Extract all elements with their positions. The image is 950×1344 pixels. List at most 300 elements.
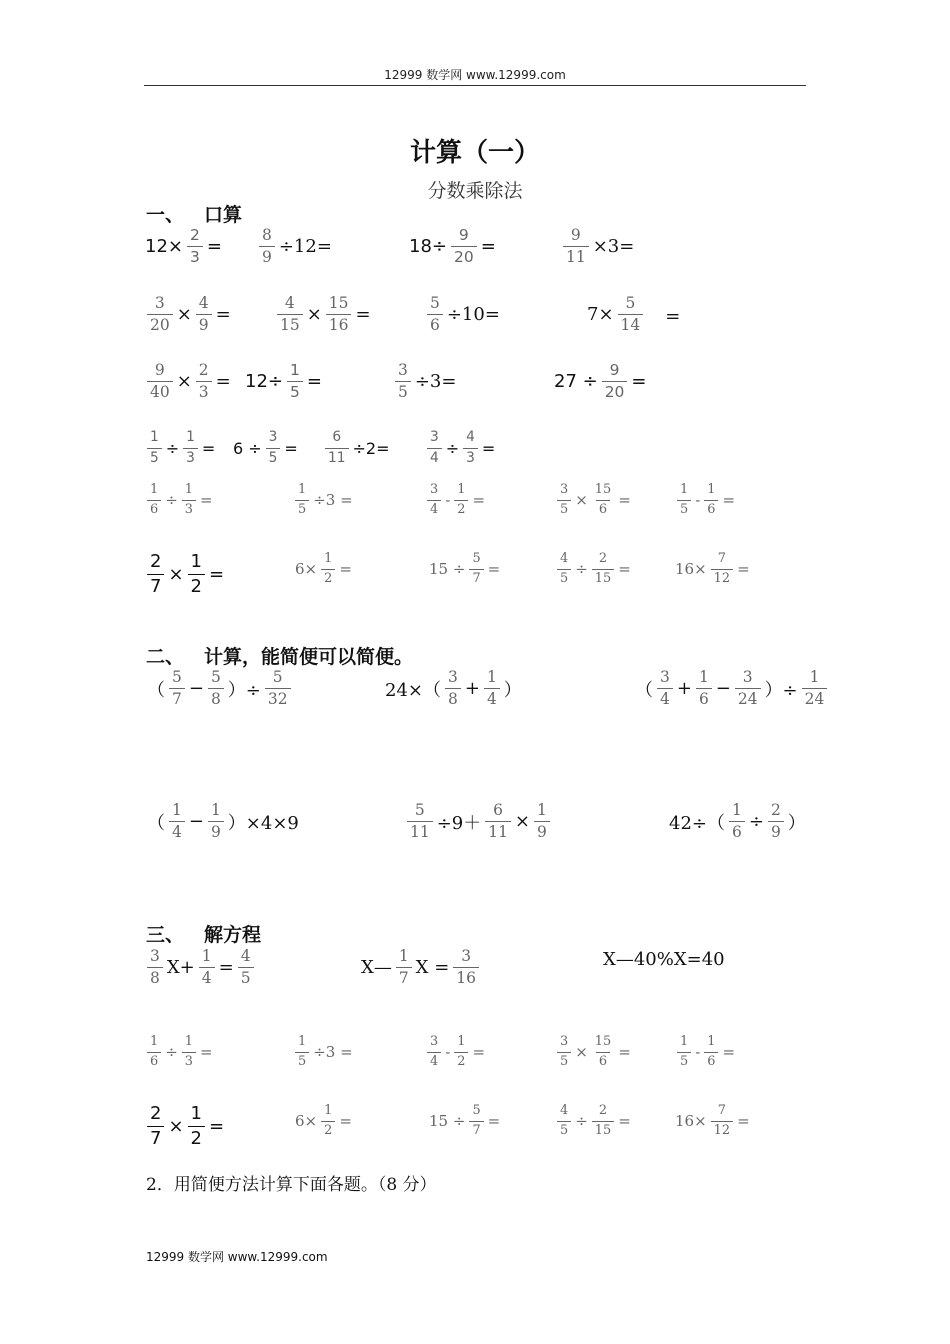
expr-text: = — [199, 491, 213, 510]
expr-text: = — [618, 491, 631, 510]
numerator: 1 — [298, 1034, 307, 1049]
expr-text: + — [676, 678, 692, 700]
fraction — [768, 803, 784, 841]
fraction — [169, 803, 185, 841]
expr — [554, 484, 632, 517]
denominator: 8 — [208, 688, 224, 707]
fraction — [196, 363, 212, 401]
expr-text: X = — [415, 957, 450, 979]
fraction — [454, 484, 468, 517]
denominator: 2 — [188, 1126, 205, 1148]
fraction — [729, 803, 745, 841]
denominator: 6 — [147, 1052, 161, 1069]
denominator: 9 — [768, 821, 784, 840]
expr-text: × — [514, 811, 531, 833]
fraction — [208, 670, 224, 708]
numerator: 3 — [430, 482, 439, 497]
page-header: 12999 数学网 www.12999.com — [384, 68, 566, 82]
denominator: 7 — [147, 1126, 164, 1148]
denominator: 3 — [183, 448, 198, 466]
fraction — [169, 670, 185, 708]
expr-text: X— — [361, 957, 392, 979]
numerator: 3 — [154, 294, 165, 312]
expr — [144, 484, 214, 517]
expr-text: 16× — [675, 1112, 707, 1131]
denominator: 9 — [534, 821, 550, 840]
expr-text: × — [575, 491, 588, 510]
numerator: 1 — [324, 551, 333, 566]
expr-text: = — [618, 1043, 631, 1062]
numerator: 1 — [201, 947, 212, 965]
expr-text: = — [339, 560, 352, 579]
section-heading-calc: 二、 计算，能简便可以简便。 — [146, 646, 414, 668]
expr-text: = — [218, 957, 234, 979]
expr — [674, 553, 751, 586]
denominator: 4 — [427, 448, 442, 466]
numerator: 15 — [594, 482, 612, 497]
expr-text: 27 ÷ — [554, 371, 598, 393]
expr-text: = — [206, 236, 222, 258]
denominator: 20 — [602, 381, 628, 400]
denominator: 5 — [266, 448, 281, 466]
expr-text: − — [188, 678, 204, 700]
fraction — [485, 803, 511, 841]
expr-text: × — [575, 1043, 588, 1062]
numerator: 1 — [210, 801, 221, 819]
fraction — [183, 431, 198, 466]
expr-text: ÷10= — [446, 304, 500, 326]
expr — [294, 1105, 353, 1138]
denominator: 5 — [677, 500, 691, 517]
denominator: 2 — [321, 569, 335, 586]
numerator: 4 — [560, 551, 569, 566]
denominator: 24 — [735, 688, 761, 707]
expr-text: （ — [147, 679, 165, 701]
numerator: 6 — [493, 801, 503, 819]
expr-text: 15 ÷ — [429, 1112, 466, 1131]
denominator: 4 — [169, 821, 185, 840]
numerator: 1 — [190, 1103, 202, 1124]
numerator: 1 — [680, 482, 689, 497]
denominator: 5 — [557, 1121, 571, 1138]
expr-text: = — [618, 560, 631, 579]
expr — [384, 670, 523, 708]
expr — [674, 1036, 736, 1069]
numerator: 1 — [190, 551, 202, 572]
expr-text: ÷3= — [414, 371, 457, 393]
expr — [144, 296, 232, 334]
expr — [602, 949, 726, 970]
expr — [146, 670, 294, 708]
numerator: 6 — [332, 429, 342, 445]
numerator: 9 — [570, 226, 581, 244]
fraction — [463, 431, 478, 466]
expr — [144, 553, 225, 596]
fraction — [557, 1105, 571, 1138]
denominator: 7 — [169, 688, 185, 707]
expr — [232, 431, 299, 466]
numerator: 1 — [809, 668, 820, 686]
page-footer: 12999 数学网 www.12999.com — [146, 1250, 328, 1264]
numerator: 3 — [430, 429, 439, 445]
denominator: 12 — [711, 1121, 733, 1138]
numerator: 3 — [560, 482, 569, 497]
denominator: 3 — [196, 381, 212, 400]
expr-text: × — [306, 304, 322, 326]
fraction — [427, 431, 442, 466]
denominator: 20 — [147, 314, 173, 333]
numerator: 2 — [598, 551, 608, 566]
expr-text: - — [695, 1043, 701, 1062]
expr-text: ÷3 = — [313, 491, 353, 510]
expr-text: ） — [503, 679, 522, 701]
fraction — [147, 431, 162, 466]
expr-text: ）×4×9 — [227, 812, 299, 834]
denominator: 2 — [321, 1121, 335, 1138]
expr-text: ÷3 = — [313, 1043, 353, 1062]
expr-text: X+ — [166, 957, 195, 979]
denominator: 6 — [596, 1052, 610, 1069]
expr — [144, 1036, 214, 1069]
fraction — [602, 363, 628, 401]
fraction — [266, 431, 281, 466]
fraction — [238, 949, 254, 987]
expr-text: 7× — [587, 304, 614, 326]
fraction — [563, 228, 589, 266]
expr-text: ）÷ — [227, 679, 261, 701]
numerator: 2 — [598, 1103, 608, 1118]
expr — [560, 228, 635, 266]
numerator: 7 — [717, 1103, 726, 1118]
denominator: 9 — [259, 246, 275, 265]
fraction — [395, 363, 411, 401]
numerator: 3 — [150, 947, 160, 965]
fraction — [427, 1036, 441, 1069]
expr-text: × — [176, 371, 192, 393]
fraction — [295, 1036, 309, 1069]
expr-text: 12× — [145, 236, 183, 258]
numerator: 3 — [560, 1034, 569, 1049]
fraction — [147, 1105, 164, 1148]
denominator: 8 — [445, 688, 461, 707]
fraction — [147, 296, 173, 334]
denominator: 6 — [596, 500, 610, 517]
expr-text: 18÷ — [409, 236, 447, 258]
expr-text: ÷ — [748, 811, 764, 833]
denominator: 15 — [592, 569, 614, 586]
expr-text: = — [472, 491, 486, 510]
denominator: 7 — [396, 967, 412, 986]
expr-text: ÷ — [165, 491, 178, 510]
expr-text: ）÷ — [764, 679, 798, 701]
expr — [256, 228, 333, 266]
fraction — [208, 803, 224, 841]
expr-text: = — [209, 1116, 225, 1137]
fraction — [259, 228, 275, 266]
numerator: 1 — [698, 668, 709, 686]
section-heading-equation: 三、 解方程 — [146, 924, 262, 946]
expr-text: 12÷ — [245, 371, 283, 393]
expr-text: × — [168, 564, 184, 585]
denominator: 2 — [188, 574, 205, 596]
instruction-note: 2．用简便方法计算下面各题。（8 分） — [146, 1175, 437, 1195]
numerator: 1 — [184, 482, 193, 497]
fraction — [188, 553, 205, 596]
numerator: 4 — [284, 294, 295, 312]
page-subtitle: 分数乘除法 — [427, 180, 523, 202]
denominator: 3 — [182, 500, 196, 517]
expr-text: ÷ — [575, 1112, 588, 1131]
expr-text: = — [201, 438, 216, 458]
fraction — [469, 1105, 483, 1138]
denominator: 16 — [453, 967, 479, 986]
expr-text: 6× — [295, 1112, 318, 1131]
expr-text: ÷ — [445, 438, 460, 458]
numerator: 1 — [150, 482, 159, 497]
expr-text: = — [618, 1112, 631, 1131]
numerator: 1 — [172, 801, 182, 819]
expr-text: ÷ — [165, 1043, 178, 1062]
fraction — [592, 553, 614, 586]
denominator: 5 — [395, 381, 411, 400]
fraction — [677, 484, 691, 517]
denominator: 5 — [557, 1052, 571, 1069]
denominator: 11 — [407, 821, 433, 840]
expr-text: = — [481, 438, 496, 458]
numerator: 15 — [594, 1034, 612, 1049]
numerator: 1 — [486, 668, 497, 686]
denominator: 7 — [469, 569, 483, 586]
fraction — [147, 949, 163, 987]
fraction — [557, 1036, 571, 1069]
header-rule — [144, 85, 806, 86]
fraction — [147, 484, 161, 517]
expr — [428, 553, 501, 586]
expr — [553, 363, 648, 401]
expr-text: = — [215, 304, 231, 326]
fraction — [326, 296, 352, 334]
fraction — [453, 949, 479, 987]
denominator: 3 — [182, 1052, 196, 1069]
denominator: 5 — [147, 448, 162, 466]
page-title: 计算（一） — [409, 138, 540, 168]
expr-text: = — [355, 304, 371, 326]
denominator: 3 — [187, 246, 203, 265]
denominator: 4 — [484, 688, 500, 707]
expr-text: ） — [787, 812, 806, 834]
expr — [322, 431, 391, 466]
expr — [144, 949, 257, 987]
numerator: 7 — [717, 551, 726, 566]
expr-text: − — [715, 678, 731, 700]
fraction — [407, 803, 433, 841]
expr-text: = — [306, 371, 322, 393]
numerator: 1 — [457, 1034, 466, 1049]
denominator: 6 — [729, 821, 745, 840]
denominator: 11 — [325, 448, 349, 466]
fraction — [592, 1105, 614, 1138]
fraction — [704, 484, 718, 517]
numerator: 1 — [707, 1034, 716, 1049]
fraction — [696, 670, 712, 708]
expr-text: ×3= — [592, 236, 635, 258]
expr-text: = — [631, 371, 647, 393]
expr-text: ÷9＋ — [436, 812, 482, 834]
expr — [424, 296, 501, 334]
fraction — [321, 1105, 335, 1138]
numerator: 1 — [290, 361, 300, 379]
numerator: 9 — [609, 361, 620, 379]
expr-text: = — [284, 438, 298, 458]
fraction — [295, 484, 309, 517]
denominator: 3 — [463, 448, 478, 466]
expr-text: = — [737, 1112, 750, 1131]
denominator: 6 — [427, 314, 443, 333]
expr — [392, 363, 457, 401]
expr-text: = — [199, 1043, 213, 1062]
fraction — [147, 363, 173, 401]
numerator: 1 — [707, 482, 716, 497]
fraction — [618, 296, 644, 334]
fraction — [287, 363, 303, 401]
fraction — [265, 670, 291, 708]
fraction — [199, 949, 215, 987]
expr — [274, 296, 372, 334]
expr-text: - — [445, 1043, 451, 1062]
fraction — [469, 553, 483, 586]
section-heading-oral: 一、 口算 — [146, 204, 243, 226]
expr-text: 15 ÷ — [429, 560, 466, 579]
expr — [360, 949, 482, 987]
denominator: 2 — [454, 500, 468, 517]
fraction — [677, 1036, 691, 1069]
numerator: 5 — [625, 294, 636, 312]
numerator: 9 — [458, 226, 469, 244]
numerator: 4 — [560, 1103, 569, 1118]
numerator: 9 — [154, 361, 165, 379]
expr — [674, 484, 736, 517]
expr-text: = — [339, 1112, 352, 1131]
fraction — [445, 670, 461, 708]
fraction — [711, 1105, 733, 1138]
expr — [292, 484, 354, 517]
denominator: 4 — [657, 688, 673, 707]
expr-text: = — [487, 560, 501, 579]
numerator: 1 — [150, 1034, 159, 1049]
numerator: 3 — [268, 429, 278, 445]
expr-text: 42÷（ — [669, 812, 725, 834]
numerator: 1 — [398, 947, 409, 965]
fraction — [711, 553, 733, 586]
expr — [408, 228, 497, 266]
expr-text: - — [695, 491, 701, 510]
denominator: 7 — [147, 574, 164, 596]
numerator: 2 — [150, 551, 162, 572]
numerator: 3 — [461, 947, 472, 965]
expr — [634, 670, 830, 708]
numerator: 5 — [430, 294, 440, 312]
expr-text: 16× — [675, 560, 707, 579]
numerator: 2 — [150, 1103, 162, 1124]
expr-text: = — [737, 560, 750, 579]
denominator: 5 — [295, 500, 309, 517]
denominator: 5 — [557, 569, 571, 586]
numerator: 8 — [262, 226, 272, 244]
fraction — [454, 1036, 468, 1069]
numerator: 2 — [770, 801, 781, 819]
numerator: 5 — [472, 551, 481, 566]
expr-text: 6 ÷ — [233, 438, 262, 458]
numerator: 1 — [184, 1034, 193, 1049]
expr — [144, 363, 232, 401]
expr-text: + — [464, 678, 480, 700]
fraction — [396, 949, 412, 987]
denominator: 12 — [711, 569, 733, 586]
fraction — [187, 228, 203, 266]
expr — [586, 296, 681, 334]
expr — [146, 803, 300, 841]
denominator: 5 — [295, 1052, 309, 1069]
expr — [292, 1036, 354, 1069]
fraction — [427, 296, 443, 334]
numerator: 3 — [430, 1034, 439, 1049]
expr — [668, 803, 807, 841]
numerator: 5 — [272, 668, 283, 686]
denominator: 9 — [196, 314, 212, 333]
denominator: 20 — [451, 246, 477, 265]
numerator: 5 — [210, 668, 221, 686]
fraction — [802, 670, 828, 708]
fraction — [735, 670, 761, 708]
expr-text: × — [176, 304, 192, 326]
expr — [404, 803, 553, 841]
numerator: 1 — [680, 1034, 689, 1049]
fraction — [427, 484, 441, 517]
denominator: 4 — [199, 967, 215, 986]
numerator: 5 — [172, 668, 182, 686]
denominator: 5 — [238, 967, 254, 986]
expr-text: ÷12= — [278, 236, 332, 258]
fraction — [277, 296, 303, 334]
numerator: 1 — [150, 429, 159, 445]
numerator: 4 — [198, 294, 209, 312]
denominator: 8 — [147, 967, 163, 986]
expr — [674, 1105, 751, 1138]
expr-text: ÷ — [165, 438, 180, 458]
expr-text: （ — [635, 679, 653, 701]
fraction — [451, 228, 477, 266]
expr — [144, 1105, 225, 1148]
denominator: 14 — [618, 314, 644, 333]
expr — [424, 1036, 486, 1069]
fraction — [592, 484, 614, 517]
fraction — [188, 1105, 205, 1148]
denominator: 11 — [485, 821, 511, 840]
numerator: 1 — [324, 1103, 333, 1118]
expr — [424, 484, 486, 517]
denominator: 5 — [677, 1052, 691, 1069]
expr — [424, 431, 496, 466]
expr — [294, 553, 353, 586]
denominator: 6 — [147, 500, 161, 517]
fraction — [147, 1036, 161, 1069]
denominator: 32 — [265, 688, 291, 707]
expr-text: = — [487, 1112, 501, 1131]
expr — [144, 431, 216, 466]
denominator: 9 — [208, 821, 224, 840]
expr-text: = — [480, 236, 496, 258]
numerator: 1 — [732, 801, 742, 819]
